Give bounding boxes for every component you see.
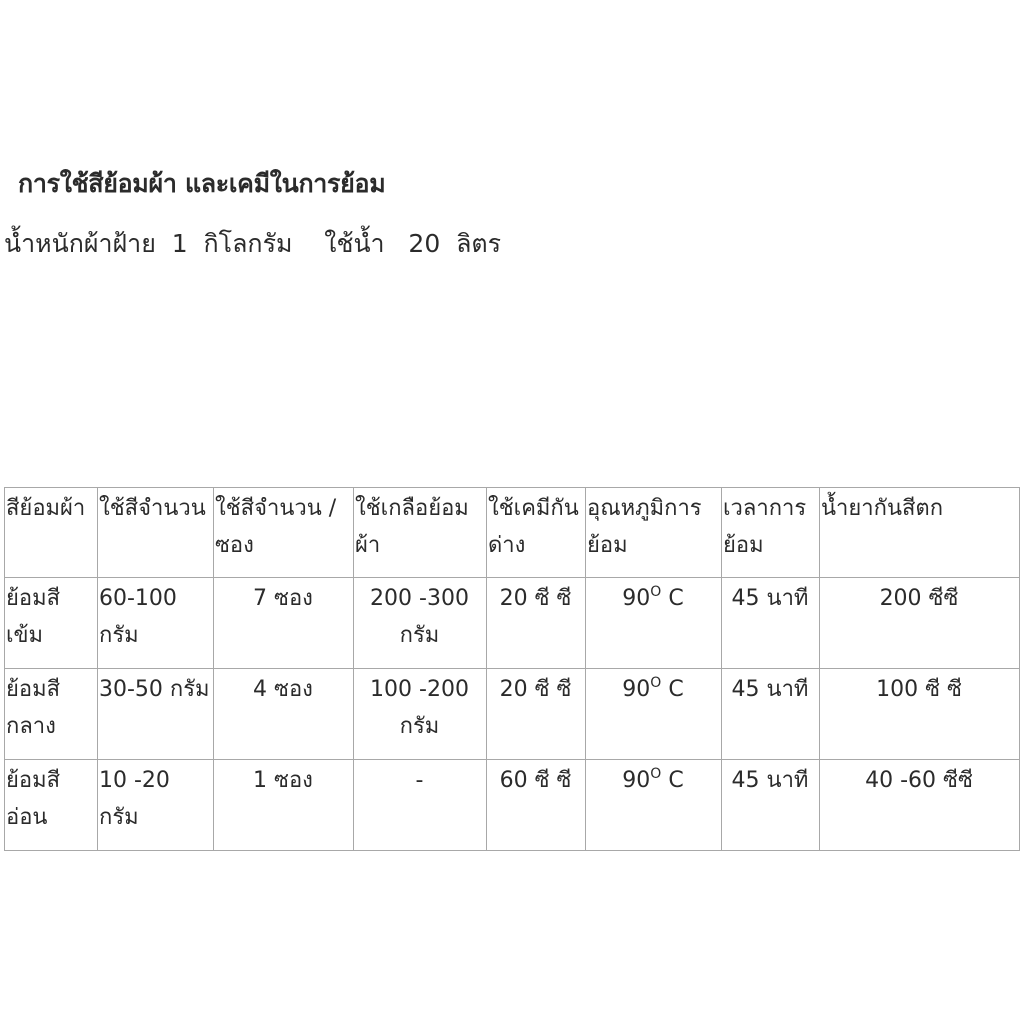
cell-alkali: 20 ซี ซี bbox=[487, 669, 586, 760]
header-cell-shade: สีย้อมผ้า bbox=[5, 488, 98, 578]
cell-salt: 100 -200 กรัม bbox=[354, 669, 487, 760]
cell-alkali: 20 ซี ซี bbox=[487, 578, 586, 669]
table-row bbox=[5, 669, 1020, 760]
header-cell-temperature: อุณหภูมิการย้อม bbox=[586, 488, 722, 578]
header-cell-sachets: ใช้สีจำนวน / ซอง bbox=[214, 488, 354, 578]
cell-salt: 200 -300 กรัม bbox=[354, 578, 487, 669]
degree-sign: O bbox=[650, 766, 662, 782]
cell-shade: ย้อมสีเข้ม bbox=[5, 578, 98, 669]
cell-time: 45 นาที bbox=[722, 669, 820, 760]
temperature-value: 90 bbox=[622, 677, 651, 702]
temperature-value: 90 bbox=[622, 586, 651, 611]
temperature-unit: C bbox=[661, 768, 684, 793]
temperature-unit: C bbox=[661, 586, 684, 611]
cell-fixer: 40 -60 ซีซี bbox=[820, 760, 1020, 851]
cell-fixer: 200 ซีซี bbox=[820, 578, 1020, 669]
header-cell-alkali: ใช้เคมีกันด่าง bbox=[487, 488, 586, 578]
cell-temperature bbox=[586, 760, 722, 851]
header-cell-salt: ใช้เกลือย้อมผ้า bbox=[354, 488, 487, 578]
cell-sachets: 7 ซอง bbox=[214, 578, 354, 669]
cell-temperature bbox=[586, 578, 722, 669]
cell-time: 45 นาที bbox=[722, 760, 820, 851]
dye-usage-table bbox=[4, 487, 1020, 851]
temperature-unit: C bbox=[661, 677, 684, 702]
cell-sachets: 4 ซอง bbox=[214, 669, 354, 760]
page-subtitle: น้ำหนักผ้าฝ้าย 1 กิโลกรัม ใช้น้ำ 20 ลิตร bbox=[4, 229, 502, 258]
table-row bbox=[5, 578, 1020, 669]
degree-sign: O bbox=[650, 584, 662, 600]
header-cell-fixer: น้ำยากันสีตก bbox=[820, 488, 1020, 578]
cell-dye-amount: 10 -20 กรัม bbox=[98, 760, 214, 851]
cell-dye-amount: 60-100 กรัม bbox=[98, 578, 214, 669]
degree-sign: O bbox=[650, 675, 662, 691]
cell-alkali: 60 ซี ซี bbox=[487, 760, 586, 851]
cell-shade: ย้อมสีกลาง bbox=[5, 669, 98, 760]
cell-time: 45 นาที bbox=[722, 578, 820, 669]
cell-shade: ย้อมสีอ่อน bbox=[5, 760, 98, 851]
table-row bbox=[5, 760, 1020, 851]
table-header-row bbox=[5, 488, 1020, 578]
temperature-value: 90 bbox=[622, 768, 651, 793]
cell-temperature bbox=[586, 669, 722, 760]
header-cell-time: เวลาการย้อม bbox=[722, 488, 820, 578]
cell-dye-amount: 30-50 กรัม bbox=[98, 669, 214, 760]
cell-sachets: 1 ซอง bbox=[214, 760, 354, 851]
page-title: การใช้สีย้อมผ้า และเคมีในการย้อม bbox=[18, 169, 386, 198]
cell-fixer: 100 ซี ซี bbox=[820, 669, 1020, 760]
header-cell-dye-amount: ใช้สีจำนวน bbox=[98, 488, 214, 578]
cell-salt: - bbox=[354, 760, 487, 851]
